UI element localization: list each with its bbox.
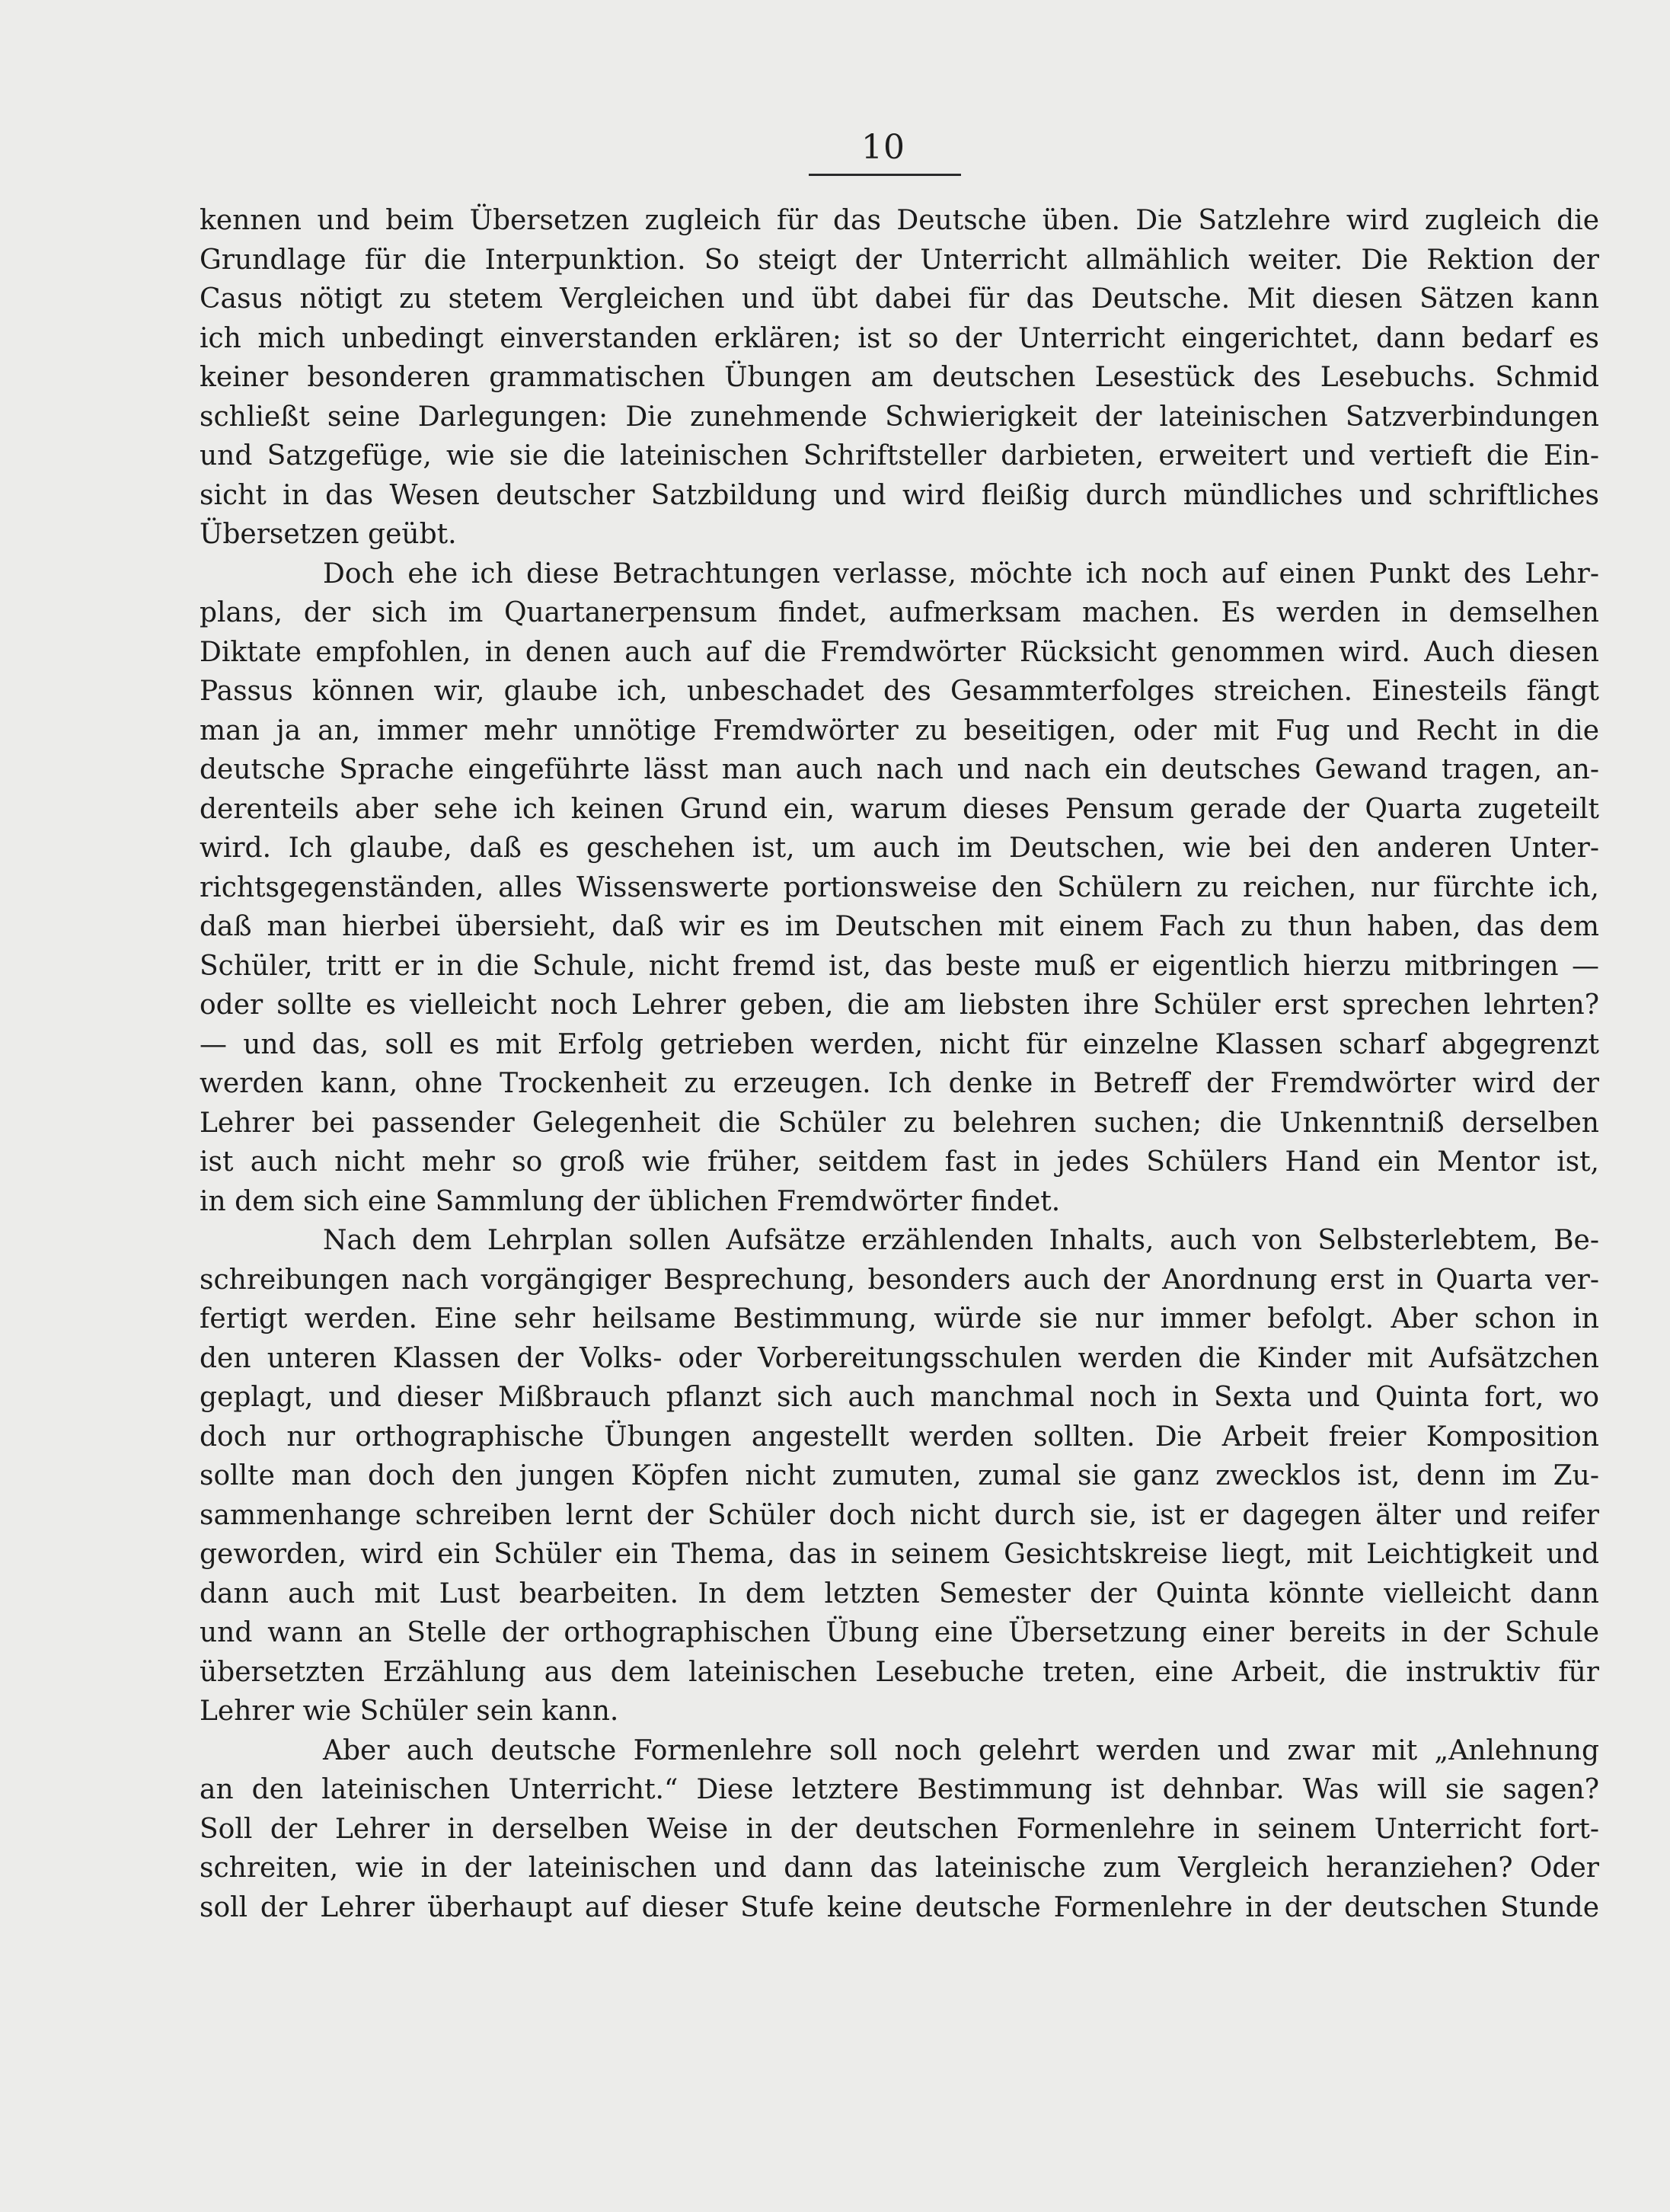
text-line: an den lateinischen Unterricht.“ Diese letztere Bestimmung ist dehnbar. Was will sie sagen? — [200, 1774, 1599, 1805]
text-line: deutsche Sprache eingeführte lässt man auch nach und nach ein deutsches Gewand tragen, an- — [200, 754, 1599, 785]
text-line: Passus können wir, glaube ich, unbeschadet des Gesammterfolges streichen. Einesteils fängt — [200, 676, 1599, 707]
body-text — [200, 201, 1599, 1927]
text-line: und Satzgefüge, wie sie die lateinischen Schriftsteller darbieten, erweitert und vertieft die Ein- — [200, 440, 1599, 471]
text-line: sicht in das Wesen deutscher Satzbildung und wird fleißig durch mündliches und schriftliches — [200, 479, 1600, 511]
text-line: geplagt, und dieser Mißbrauch pflanzt sich auch manchmal noch in Sexta und Quinta fort, wo — [200, 1382, 1599, 1413]
text-line: daß man hierbei übersieht, daß wir es im Deutschen mit einem Fach zu thun haben, das dem — [200, 911, 1599, 942]
text-line: Diktate empfohlen, in denen auch auf die Fremdwörter Rücksicht genommen wird. Auch diesen — [200, 636, 1599, 668]
text-line: Casus nötigt zu stetem Vergleichen und übt dabei für das Deutsche. Mit diesen Sätzen kann — [200, 283, 1600, 315]
text-line: den unteren Klassen der Volks- oder Vorbereitungsschulen werden die Kinder mit Aufsätzchen — [200, 1342, 1599, 1374]
text-line: in dem sich eine Sammlung der üblichen Fremdwörter findet. — [200, 1185, 1061, 1217]
text-line: plans, der sich im Quartanerpensum findet, aufmerksam machen. Es werden in demselhen — [200, 597, 1599, 628]
text-line: fertigt werden. Eine sehr heilsame Bestimmung, würde sie nur immer befolgt. Aber schon in — [200, 1303, 1599, 1335]
text-line: Nach dem Lehrplan sollen Aufsätze erzählenden Inhalts, auch von Selbsterlebtem, Be- — [323, 1225, 1599, 1256]
text-line: und wann an Stelle der orthographischen Übung eine Übersetzung einer bereits in der Schule — [200, 1617, 1600, 1648]
text-line: oder sollte es vielleicht noch Lehrer geben, die am liebsten ihre Schüler erst sprechen lehrten? — [200, 989, 1599, 1021]
text-line: ist auch nicht mehr so groß wie früher, seitdem fast in jedes Schülers Hand ein Mentor ist, — [200, 1146, 1599, 1178]
text-line: sammenhange schreiben lernt der Schüler doch nicht durch sie, ist er dagegen älter und reifer — [200, 1499, 1600, 1531]
text-line: kennen und beim Übersetzen zugleich für das Deutsche üben. Die Satzlehre wird zugleich die — [200, 205, 1599, 236]
text-line: Soll der Lehrer in derselben Weise in der deutschen Formenlehre in seinem Unterricht fort- — [200, 1813, 1599, 1845]
page-number: 10 — [861, 128, 905, 167]
text-line: Grundlage für die Interpunktion. So steigt der Unterricht allmählich weiter. Die Rektion der — [200, 244, 1599, 276]
text-line: geworden, wird ein Schüler ein Thema, das in seinem Gesichtskreise liegt, mit Leichtigkeit und — [200, 1539, 1599, 1570]
text-line: Schüler, tritt er in die Schule, nicht fremd ist, das beste muß er eigentlich hierzu mitbringen — — [200, 950, 1599, 982]
text-line: ich mich unbedingt einverstanden erklären; ist so der Unterricht eingerichtet, dann bedarf es — [200, 322, 1599, 354]
text-line: werden kann, ohne Trockenheit zu erzeugen. Ich denke in Betreff der Fremdwörter wird der — [200, 1068, 1599, 1099]
text-line: Lehrer bei passender Gelegenheit die Schüler zu belehren suchen; die Unkenntniß derselben — [200, 1107, 1599, 1139]
text-line: — und das, soll es mit Erfolg getrieben werden, nicht für einzelne Klassen scharf abgegrenzt — [200, 1028, 1599, 1060]
text-line: doch nur orthographische Übungen angestellt werden sollten. Die Arbeit freier Komposition — [200, 1421, 1599, 1453]
text-line: man ja an, immer mehr unnötige Fremdwörter zu beseitigen, oder mit Fug und Recht in die — [200, 714, 1600, 746]
page-number-rule — [809, 174, 961, 176]
text-line: Aber auch deutsche Formenlehre soll noch gelehrt werden und zwar mit „Anlehnung — [323, 1734, 1599, 1766]
text-line: soll der Lehrer überhaupt auf dieser Stufe keine deutsche Formenlehre in der deutschen Stunde — [200, 1891, 1599, 1923]
text-line: keiner besonderen grammatischen Übungen am deutschen Lesestück des Lesebuchs. Schmid — [200, 362, 1599, 393]
text-line: schreibungen nach vorgängiger Besprechung, besonders auch der Anordnung erst in Quarta ver- — [200, 1264, 1599, 1296]
text-line: dann auch mit Lust bearbeiten. In dem letzten Semester der Quinta könnte vielleicht dann — [200, 1577, 1599, 1609]
text-line: richtsgegenständen, alles Wissenswerte portionsweise den Schülern zu reichen, nur fürchte ich, — [200, 871, 1599, 903]
text-line: schließt seine Darlegungen: Die zunehmende Schwierigkeit der lateinischen Satzverbindungen — [200, 401, 1599, 433]
text-line: derenteils aber sehe ich keinen Grund ein, warum dieses Pensum gerade der Quarta zugeteilt — [200, 793, 1599, 825]
text-line: Übersetzen geübt. — [200, 519, 457, 550]
text-line: Doch ehe ich diese Betrachtungen verlasse, möchte ich noch auf einen Punkt des Lehr- — [323, 558, 1600, 590]
text-line: wird. Ich glaube, daß es geschehen ist, um auch im Deutschen, wie bei den anderen Unter- — [200, 833, 1599, 864]
text-line: schreiten, wie in der lateinischen und dann das lateinische zum Vergleich heranziehen? Oder — [200, 1852, 1599, 1884]
text-line: sollte man doch den jungen Köpfen nicht zumuten, zumal sie ganz zwecklos ist, denn im Zu- — [200, 1460, 1599, 1491]
text-line: Lehrer wie Schüler sein kann. — [200, 1696, 619, 1727]
text-line: übersetzten Erzählung aus dem lateinischen Lesebuche treten, eine Arbeit, die instruktiv für — [200, 1656, 1600, 1688]
